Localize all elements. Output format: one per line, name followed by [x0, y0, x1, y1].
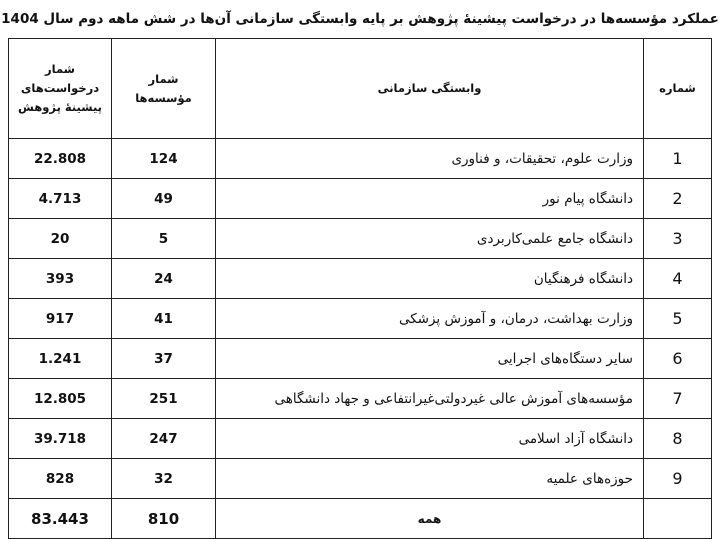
institutions-cell: 124	[112, 139, 216, 179]
table-row	[9, 459, 712, 499]
affiliation-cell: وزارت علوم، تحقیقات، و فناوری	[216, 139, 644, 179]
row-number-cell: 3	[644, 219, 712, 259]
institutions-cell: 41	[112, 299, 216, 339]
header-row-number: شماره	[644, 39, 712, 139]
institutions-cell: 32	[112, 459, 216, 499]
row-number-cell: 5	[644, 299, 712, 339]
table-row	[9, 259, 712, 299]
row-number-cell: 2	[644, 179, 712, 219]
row-number-cell: 8	[644, 419, 712, 459]
requests-cell: 1.241	[9, 339, 112, 379]
table-row	[9, 339, 712, 379]
requests-cell: 20	[9, 219, 112, 259]
total-requests-cell: 83.443	[9, 499, 112, 539]
header-requests-line-2: درخواست‌های	[20, 81, 100, 95]
total-row	[9, 499, 712, 539]
header-institutions-line-2: مؤسسه‌ها	[135, 90, 192, 105]
header-institutions-count	[112, 39, 216, 139]
institutions-cell: 37	[112, 339, 216, 379]
table-row	[9, 219, 712, 259]
requests-cell: 22.808	[9, 139, 112, 179]
affiliation-cell: دانشگاه جامع علمی‌کاربردی	[216, 219, 644, 259]
table-title: عملکرد مؤسسه‌ها در درخواست پیشینهٔ پژوهش بر پایه وابستگی سازمانی آن‌ها در شش ماهه دوم سال 1404	[1, 11, 719, 27]
institutions-cell: 49	[112, 179, 216, 219]
institutions-cell: 247	[112, 419, 216, 459]
header-requests-line-1: شمار	[45, 62, 75, 76]
row-number-cell: 9	[644, 459, 712, 499]
header-requests-count	[9, 39, 112, 139]
table-row	[9, 299, 712, 339]
row-number-cell: 1	[644, 139, 712, 179]
requests-cell: 4.713	[9, 179, 112, 219]
table-header-row	[9, 39, 712, 139]
total-empty-cell	[644, 499, 712, 539]
institutions-cell: 24	[112, 259, 216, 299]
table-row	[9, 379, 712, 419]
row-number-cell: 6	[644, 339, 712, 379]
requests-cell: 828	[9, 459, 112, 499]
total-institutions-cell: 810	[112, 499, 216, 539]
affiliation-cell: مؤسسه‌های آموزش عالی غیردولتی‌غیرانتفاعی و جهاد دانشگاهی	[216, 379, 644, 419]
requests-cell: 917	[9, 299, 112, 339]
header-requests-line-3: پیشینهٔ پژوهش	[18, 100, 102, 114]
statistics-table	[8, 38, 712, 539]
table-row	[9, 139, 712, 179]
table-row	[9, 419, 712, 459]
affiliation-cell: وزارت بهداشت، درمان، و آموزش پزشکی	[216, 299, 644, 339]
total-label-cell: همه	[216, 499, 644, 539]
institutions-cell: 251	[112, 379, 216, 419]
requests-cell: 393	[9, 259, 112, 299]
header-affiliation: وابستگی سازمانی	[216, 39, 644, 139]
affiliation-cell: دانشگاه پیام نور	[216, 179, 644, 219]
affiliation-cell: دانشگاه فرهنگیان	[216, 259, 644, 299]
header-institutions-line-1: شمار	[148, 71, 179, 86]
institutions-cell: 5	[112, 219, 216, 259]
requests-cell: 12.805	[9, 379, 112, 419]
row-number-cell: 4	[644, 259, 712, 299]
table-row	[9, 179, 712, 219]
requests-cell: 39.718	[9, 419, 112, 459]
affiliation-cell: حوزه‌های علمیه	[216, 459, 644, 499]
row-number-cell: 7	[644, 379, 712, 419]
affiliation-cell: سایر دستگاه‌های اجرایی	[216, 339, 644, 379]
affiliation-cell: دانشگاه آزاد اسلامی	[216, 419, 644, 459]
